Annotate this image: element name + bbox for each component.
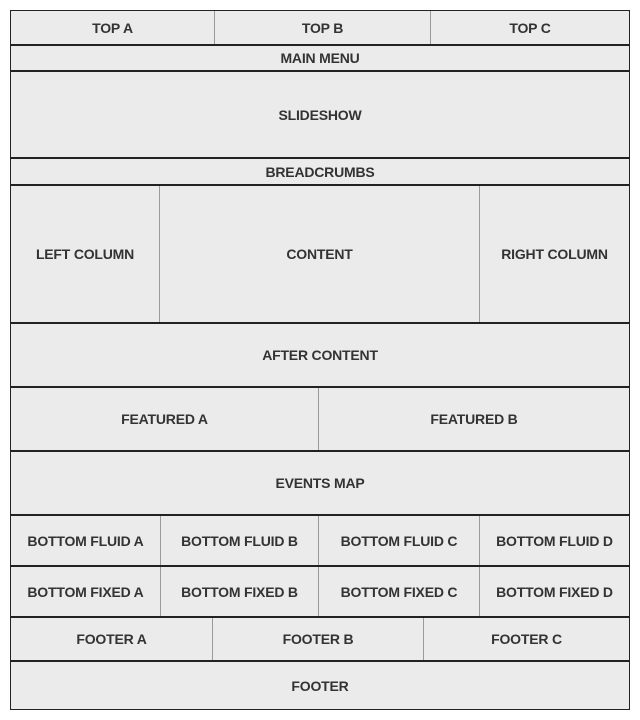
bottom-fluid-d: BOTTOM FLUID D bbox=[479, 516, 629, 565]
slideshow-row bbox=[11, 70, 629, 157]
footer-b: FOOTER B bbox=[212, 618, 423, 660]
breadcrumbs-row bbox=[11, 157, 629, 184]
after-content-row bbox=[11, 322, 629, 386]
top-b: TOP B bbox=[214, 11, 430, 44]
footer-a: FOOTER A bbox=[76, 631, 147, 647]
top-a: TOP A bbox=[92, 19, 133, 36]
after-content: AFTER CONTENT bbox=[262, 347, 378, 363]
bottom-fixed-row bbox=[11, 565, 629, 616]
bottom-fixed-d: BOTTOM FIXED D bbox=[479, 567, 629, 616]
main-menu-row bbox=[11, 44, 629, 70]
bottom-fixed-c: BOTTOM FIXED C bbox=[318, 567, 479, 616]
featured-row bbox=[11, 386, 629, 450]
top-c: TOP C bbox=[430, 11, 629, 44]
bottom-fixed-b: BOTTOM FIXED B bbox=[160, 567, 318, 616]
bottom-fluid-b: BOTTOM FLUID B bbox=[160, 516, 318, 565]
layout-diagram bbox=[10, 10, 630, 710]
right-column: RIGHT COLUMN bbox=[479, 186, 629, 322]
events-map-row bbox=[11, 450, 629, 514]
columns-row bbox=[11, 184, 629, 322]
footer: FOOTER bbox=[291, 677, 349, 694]
bottom-fixed-a: BOTTOM FIXED A bbox=[27, 583, 144, 600]
bottom-fluid-a: BOTTOM FLUID A bbox=[27, 532, 144, 549]
breadcrumbs: BREADCRUMBS bbox=[265, 163, 375, 180]
footer-row bbox=[11, 660, 629, 709]
featured-b: FEATURED B bbox=[318, 388, 629, 450]
top-row bbox=[11, 11, 629, 44]
main-menu: MAIN MENU bbox=[280, 50, 360, 66]
footer-c: FOOTER C bbox=[423, 618, 629, 660]
bottom-fluid-row bbox=[11, 514, 629, 565]
left-column: LEFT COLUMN bbox=[35, 246, 135, 262]
slideshow: SLIDESHOW bbox=[278, 106, 362, 123]
content: CONTENT bbox=[159, 186, 479, 322]
featured-a: FEATURED A bbox=[121, 411, 208, 427]
events-map: EVENTS MAP bbox=[275, 475, 365, 491]
footer-columns-row bbox=[11, 616, 629, 660]
bottom-fluid-c: BOTTOM FLUID C bbox=[318, 516, 479, 565]
